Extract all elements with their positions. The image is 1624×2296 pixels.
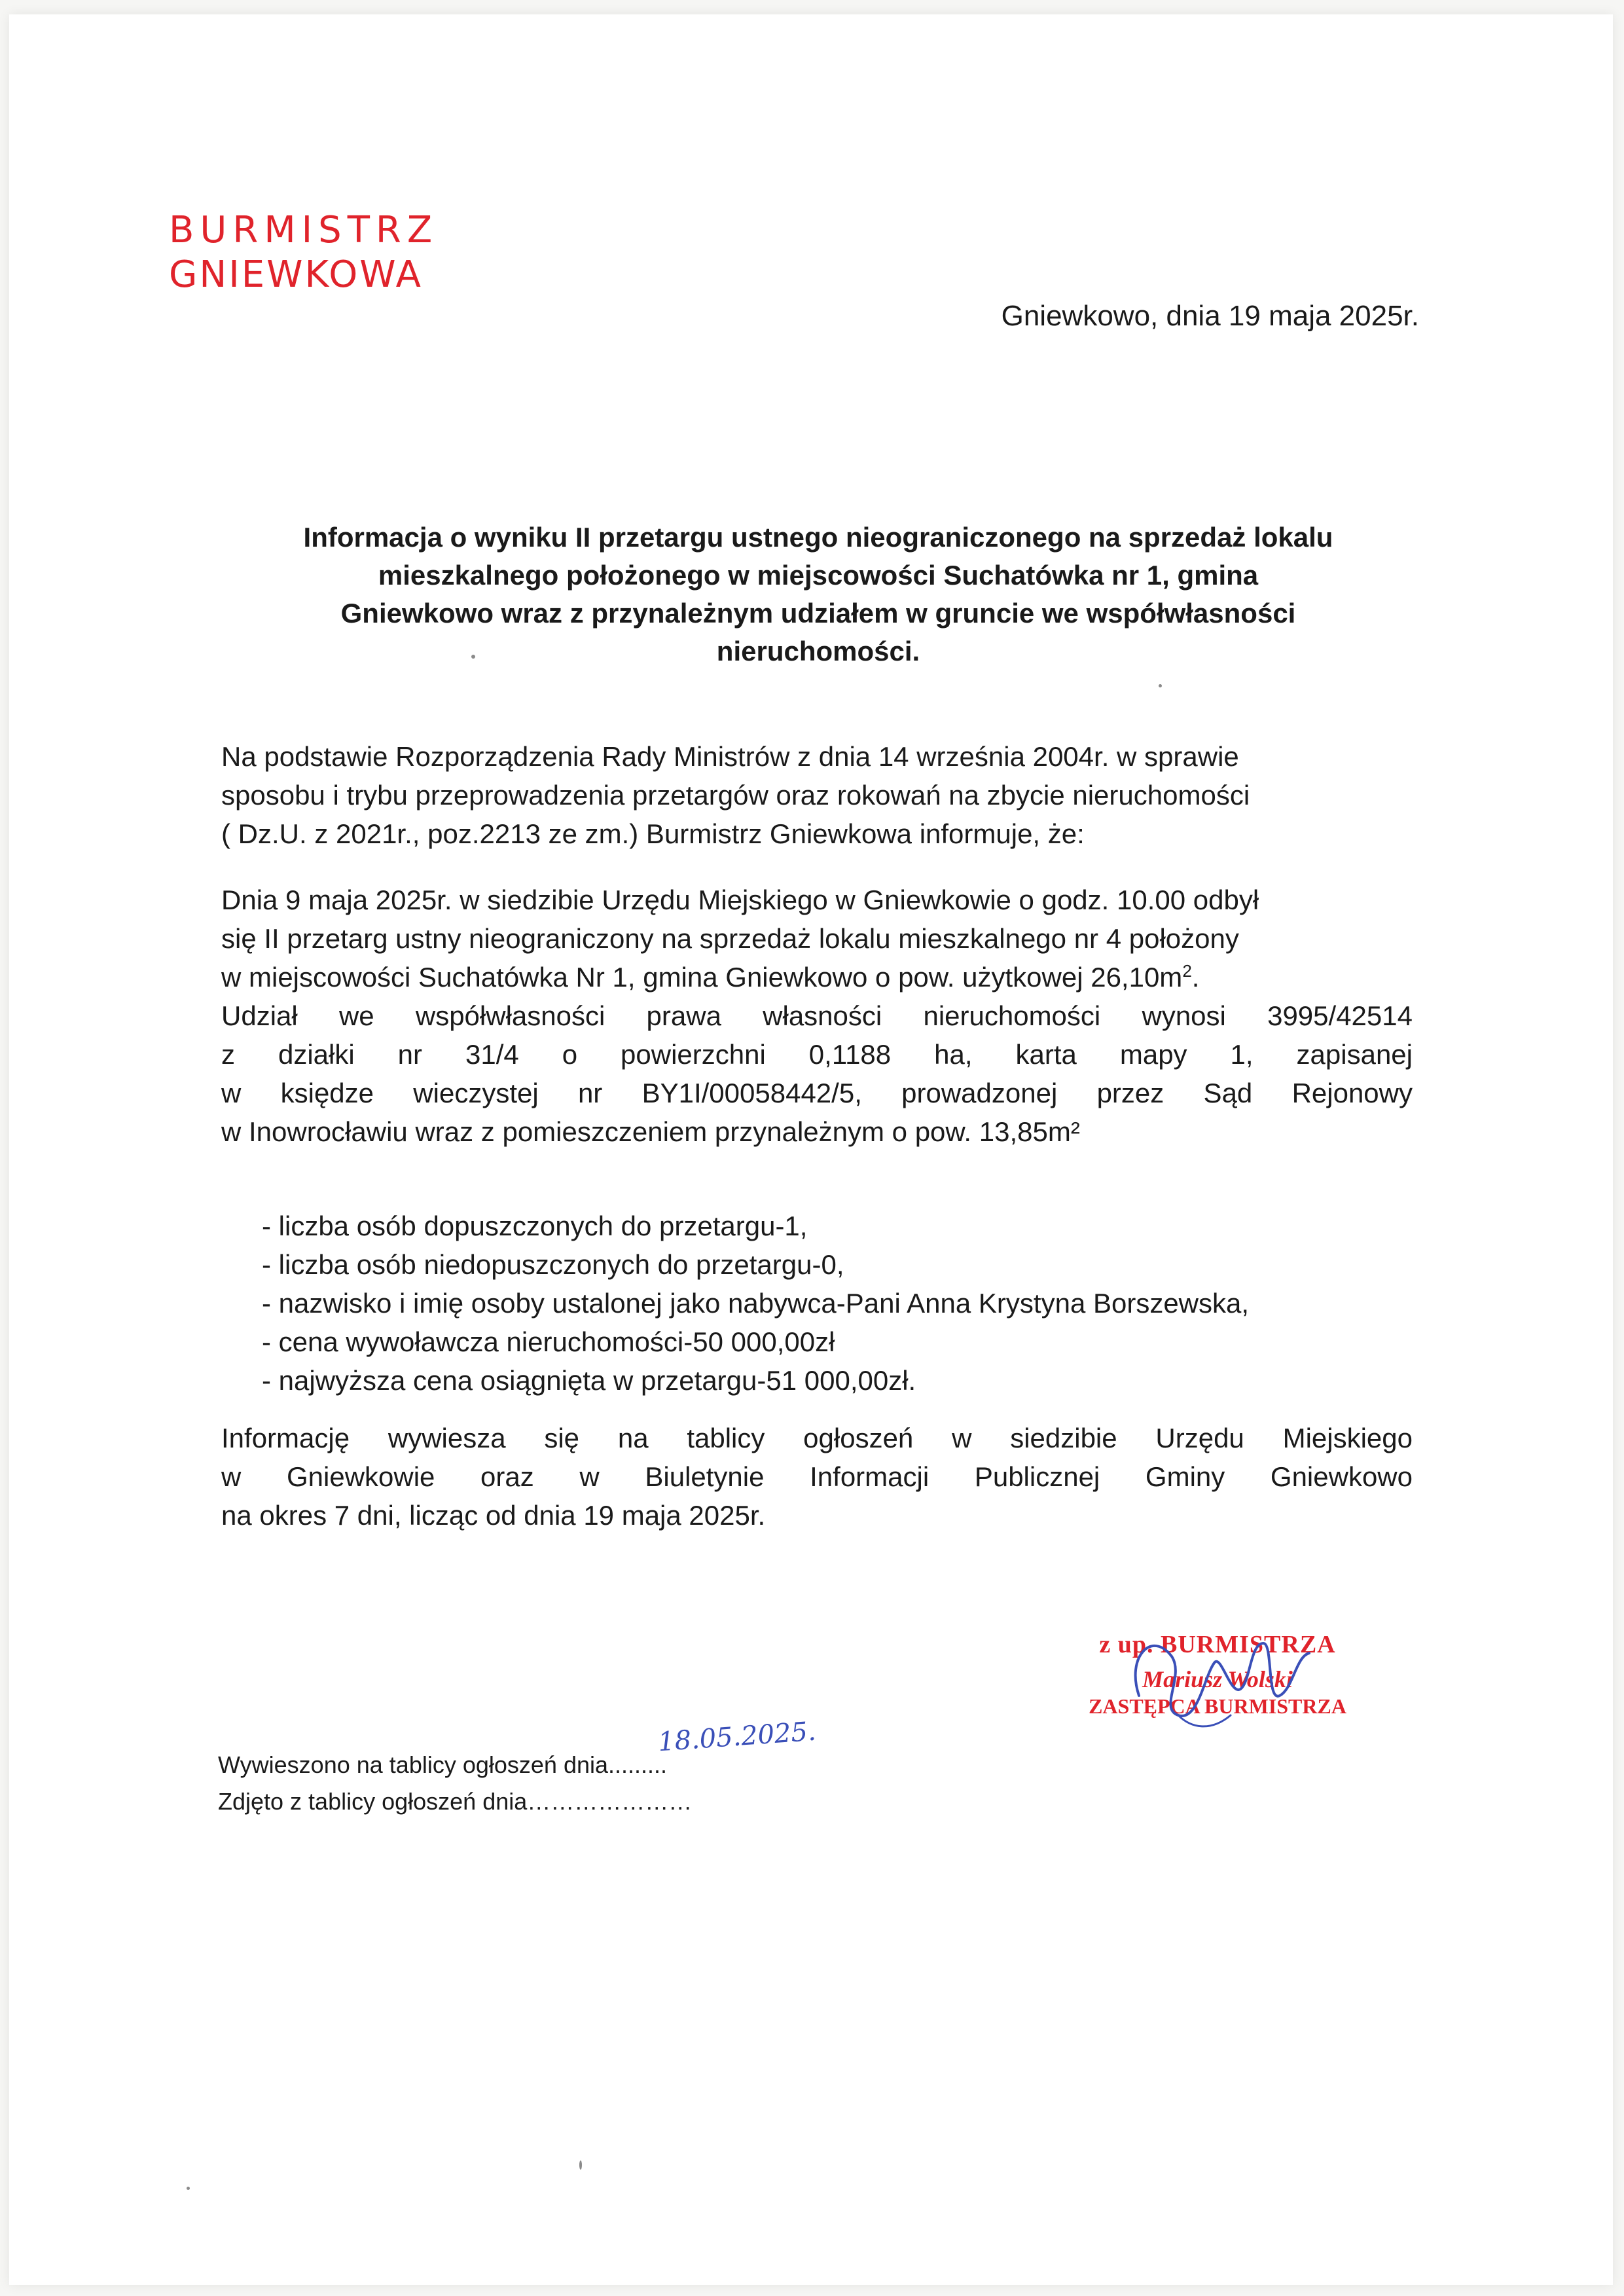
list-item: - najwyższa cena osiągnięta w przetargu-51 000,00zł. xyxy=(262,1365,916,1396)
paragraph-line: Dnia 9 maja 2025r. w siedzibie Urzędu Miejskiego w Gniewkowie o godz. 10.00 odbył xyxy=(221,884,1259,915)
list-item: - cena wywoławcza nieruchomości-50 000,00zł xyxy=(262,1326,835,1357)
superscript: 2 xyxy=(1182,961,1192,981)
paragraph-line: w Gniewkowie oraz w Biuletynie Informacji Publicznej Gminy Gniewkowo xyxy=(221,1461,1413,1492)
paragraph-line: się II przetarg ustny nieograniczony na sprzedaż lokalu mieszkalnego nr 4 położony xyxy=(221,923,1239,954)
scan-speck xyxy=(1159,684,1162,687)
place-and-date: Gniewkowo, dnia 19 maja 2025r. xyxy=(1001,300,1419,332)
paragraph-line xyxy=(221,958,1413,996)
area-text: w miejscowości Suchatówka Nr 1, gmina Gniewkowo o pow. użytkowej 26,10m xyxy=(221,962,1183,993)
title-line: nieruchomości. xyxy=(716,636,920,666)
title-line: mieszkalnego położonego w miejscowości Suchatówka nr 1, gmina xyxy=(378,560,1259,591)
document-title xyxy=(209,519,1427,670)
legal-basis-paragraph xyxy=(221,737,1413,853)
issuer-header xyxy=(169,208,438,297)
list-item: - nazwisko i imię osoby ustalonej jako nabywca-Pani Anna Krystyna Borszewska, xyxy=(262,1288,1250,1319)
period: . xyxy=(1191,962,1200,993)
paragraph-line: w księdze wieczystej nr BY1I/00058442/5, prowadzonej przez Sąd Rejonowy xyxy=(221,1078,1413,1108)
removed-date-line: Zdjęto z tablicy ogłoszeń dnia………………… xyxy=(218,1788,693,1815)
paragraph-line: Informację wywiesza się na tablicy ogłoszeń w siedzibie Urzędu Miejskiego xyxy=(221,1423,1413,1453)
paragraph-line: Na podstawie Rozporządzenia Rady Ministrów z dnia 14 września 2004r. w sprawie xyxy=(221,741,1239,772)
issuer-line-1: BURMISTRZ xyxy=(169,209,439,251)
list-item: - liczba osób dopuszczonych do przetargu-1, xyxy=(262,1211,808,1241)
scan-speck xyxy=(471,655,475,659)
handwritten-signature xyxy=(1100,1617,1335,1748)
list-item: - liczba osób niedopuszczonych do przetargu-0, xyxy=(262,1249,844,1280)
paragraph-line: ( Dz.U. z 2021r., poz.2213 ze zm.) Burmistrz Gniewkowa informuje, że: xyxy=(221,818,1085,849)
stamp-line-1: z up. BURMISTRZA xyxy=(1099,1631,1336,1658)
posted-date-line: Wywieszono na tablicy ogłoszeń dnia......... xyxy=(218,1751,668,1778)
paragraph-line: Udział we współwłasności prawa własności nieruchomości wynosi 3995/42514 xyxy=(221,1000,1413,1031)
paragraph-line: w Inowrocławiu wraz z pomieszczeniem przynależnym o pow. 13,85m² xyxy=(221,1116,1080,1147)
paragraph-line: sposobu i trybu przeprowadzenia przetargów oraz rokowań na zbycie nieruchomości xyxy=(221,780,1250,811)
stamp-line-3: ZASTĘPCA BURMISTRZA xyxy=(1089,1694,1346,1718)
scan-speck xyxy=(187,2187,190,2190)
posting-record xyxy=(218,1747,692,1820)
title-line: Informacja o wyniku II przetargu ustnego nieograniczonego na sprzedaż lokalu xyxy=(303,522,1333,553)
paragraph-line: na okres 7 dni, licząc od dnia 19 maja 2025r. xyxy=(221,1500,766,1531)
posting-paragraph xyxy=(221,1419,1413,1535)
auction-details-paragraph xyxy=(221,881,1413,1151)
issuer-line-2: GNIEWKOWA xyxy=(169,253,423,296)
title-line: Gniewkowo wraz z przynależnym udziałem w gruncie we współwłasności xyxy=(340,598,1296,629)
scan-speck xyxy=(579,2160,582,2170)
paragraph-line: z działki nr 31/4 o powierzchni 0,1188 ha, karta mapy 1, zapisanej xyxy=(221,1039,1413,1070)
auction-facts-list xyxy=(262,1207,1249,1400)
handwritten-date: 18.05.2025. xyxy=(657,1716,818,1758)
stamp-line-2: Mariusz Wolski xyxy=(1142,1666,1293,1692)
